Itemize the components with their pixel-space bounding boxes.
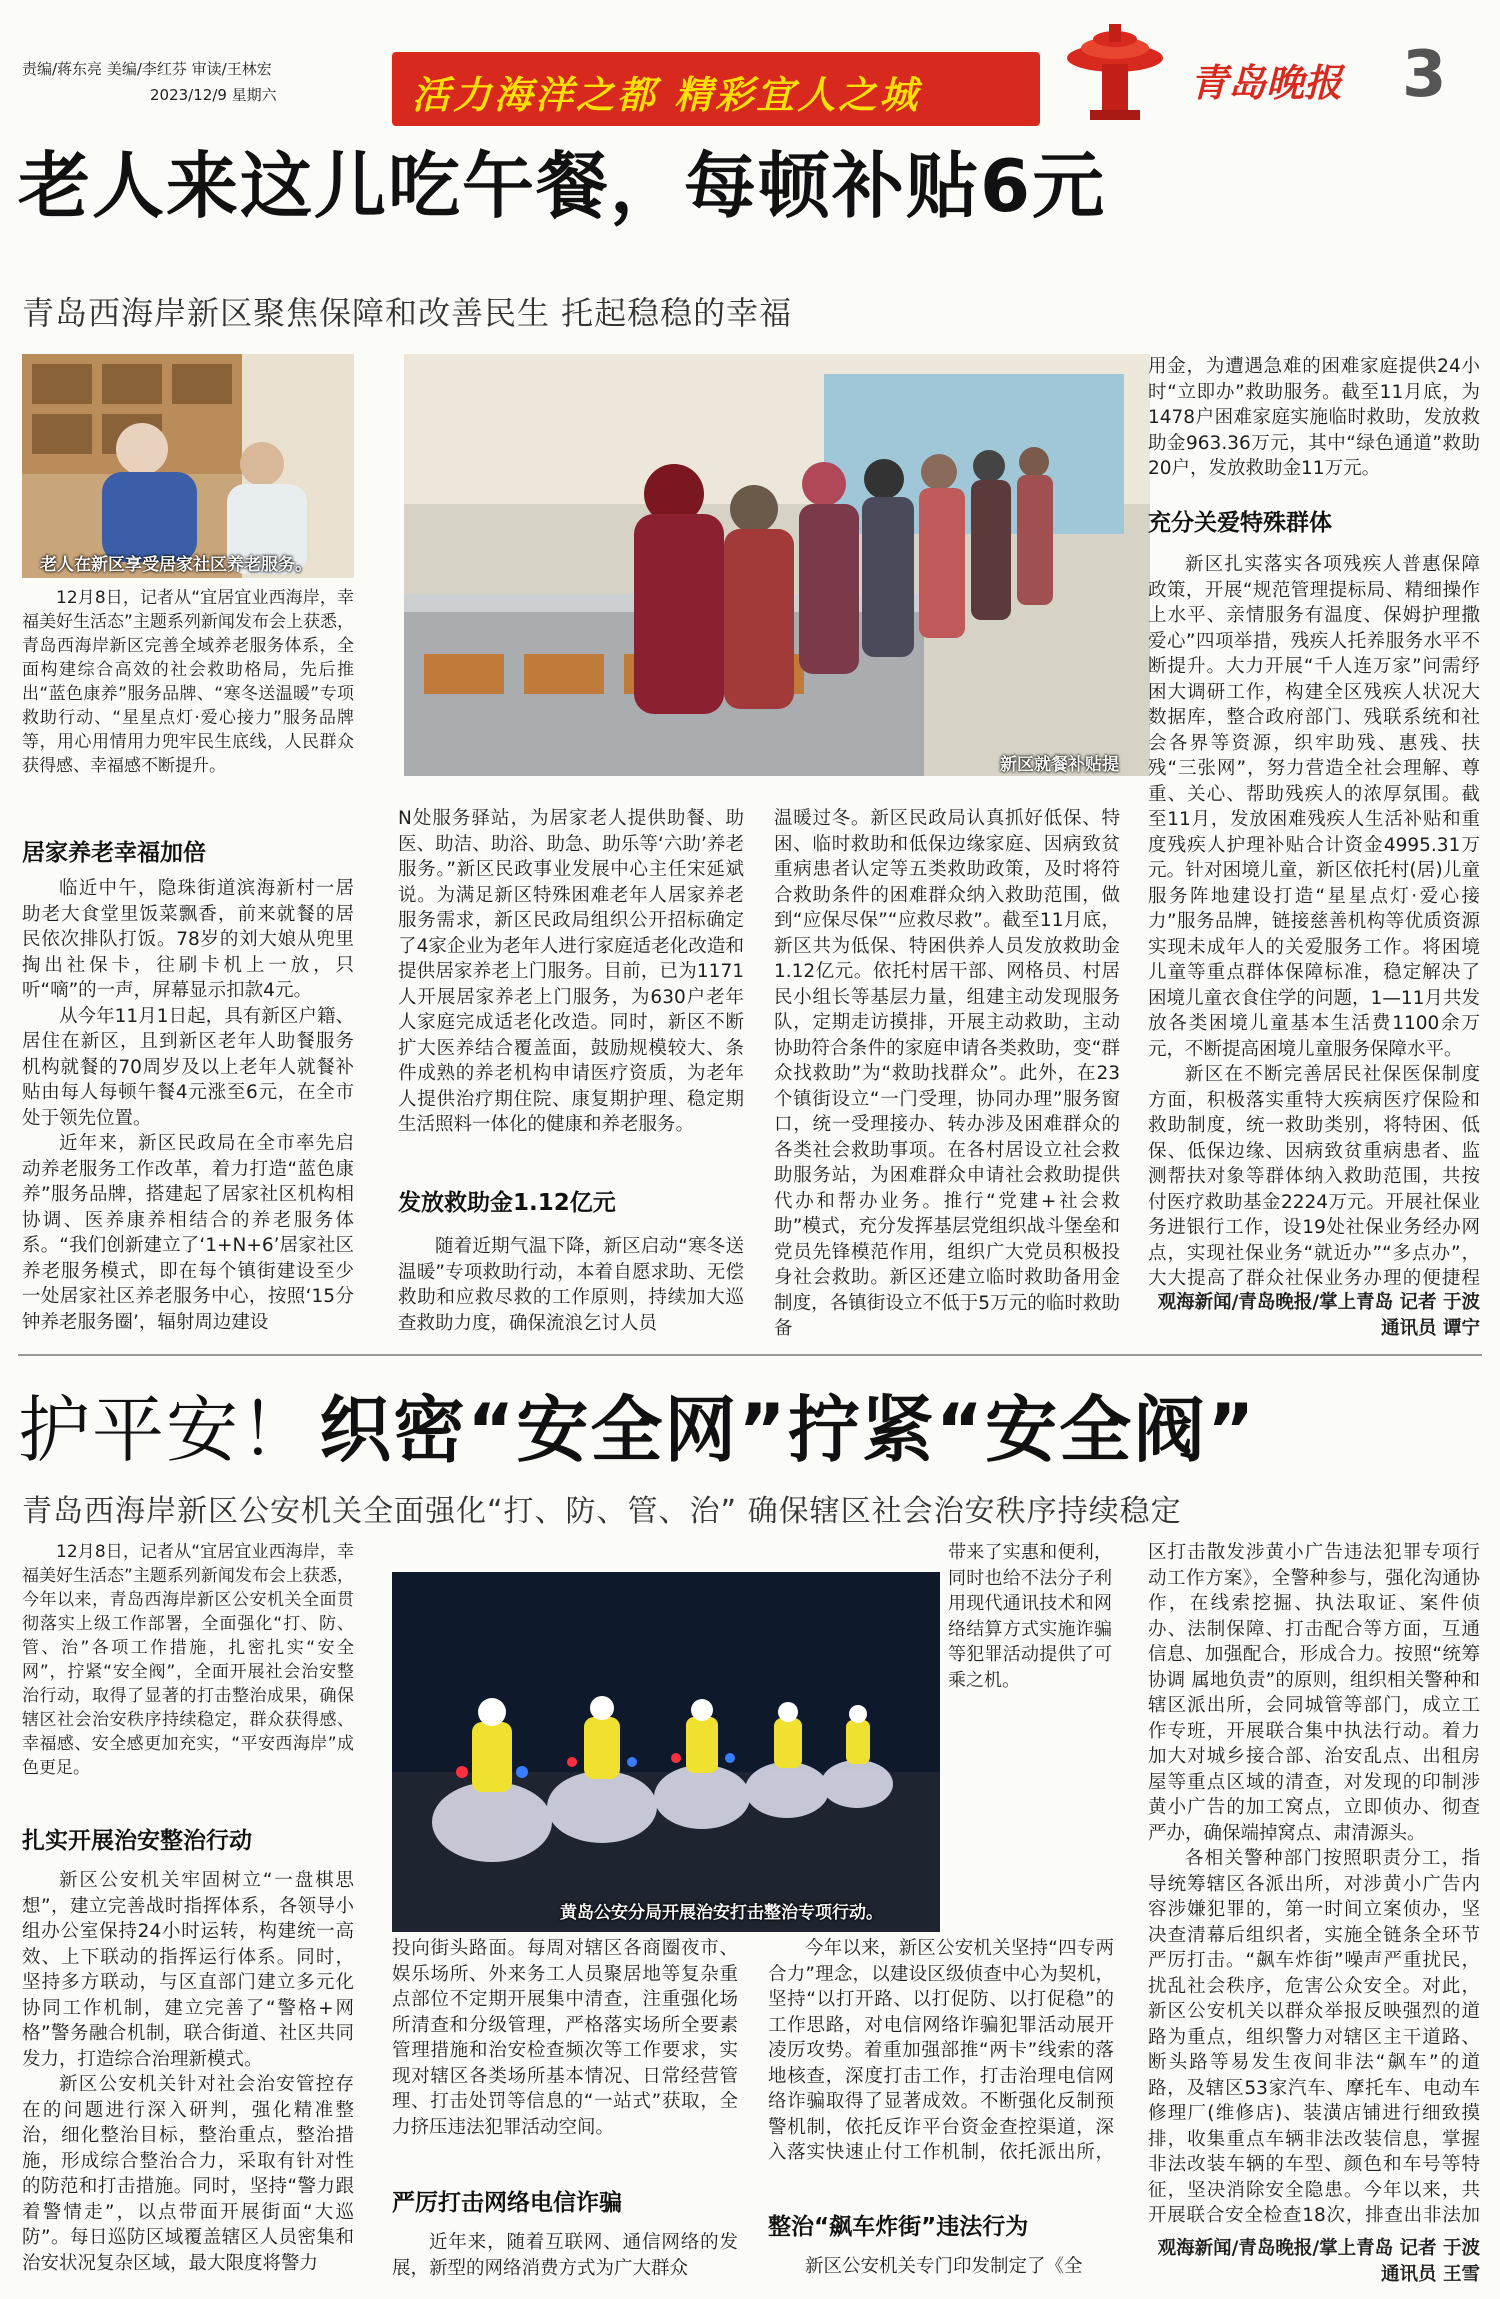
story1-col1-p1: 临近中午，隐珠街道滨海新村一居助老大食堂里饭菜飘香，前来就餐的居民依次排队打饭。78岁的刘大娘从兜里掏出社保卡，往刷卡机上一放，只听“嘀”的一声，屏幕显示扣款4元。 — [22, 878, 354, 1001]
story2-col3-p1: 今年以来，新区公安机关坚持“四专两合力”理念，以建设区级侦查中心为契机，坚持“以打开路、以打促防、以打促稳”的工作思路，对电信网络诈骗犯罪活动展开凌厉攻势。着重加强部推“两卡”线索的落地核查，深度打击工作，打击治理电信网络诈骗取得了显著成效。不断强化反制预警机制，依托反诈平台资金查控渠道，深入落实快速止付工作机制，依托派出所， — [768, 1938, 1114, 2163]
story2-lead-text: 12月8日，记者从“宜居宜业西海岸，幸福美好生活态”主题系列新闻发布会上获悉，今年以来，青岛西海岸新区公安机关全面贯彻落实上级工作部署，全面强化“打、防、管、治”各项工作措施，扎密扎实“安全网”，拧紧“安全阀”，全面开展社会治安整治行动，取得了显著的打击整治成果，确保辖区社会治安秩序持续稳定，群众获得感、幸福感、安全感更加充实，“平安西海岸”成色更足。 — [22, 1542, 354, 1778]
story2-col3-top-text: 带来了实惠和便利，同时也给不法分子利用现代通讯技术和网络结算方式实施诈骗等犯罪活动提供了可乘之机。 — [948, 1542, 1112, 1691]
story2-subhead: 青岛西海岸新区公安机关全面强化“打、防、管、治” 确保辖区社会治安秩序持续稳定 — [22, 1494, 1182, 1529]
slogan-text: 活力海洋之都 精彩宜人之城 — [412, 73, 921, 117]
story2-byline: 观海新闻/青岛晚报/掌上青岛 记者 于波 通讯员 王雪 — [1157, 2238, 1480, 2285]
staff-credits: 责编/蒋东亮 美编/李红芬 审读/王林宏 — [22, 60, 272, 78]
story1-col4-p1: 用金，为遭遇急难的困难家庭提供24小时“立即办”救助服务。截至11月底，为1478户困难家庭实施临时救助，发放救助金963.36万元，其中“绿色通道”救助20户，发放救助金11万元。 — [1148, 356, 1480, 479]
story1-byline: 观海新闻/青岛晚报/掌上青岛 记者 于波 通讯员 谭宁 — [1157, 1292, 1480, 1339]
story1-headline: 老人来这儿吃午餐，每顿补贴6元 — [18, 144, 1107, 228]
story1-subhead: 青岛西海岸新区聚焦保障和改善民生 托起稳稳的幸福 — [22, 294, 793, 332]
story2-col3b — [768, 2254, 1114, 2288]
photo1-caption: 老人在新区享受居家社区养老服务。 — [40, 555, 312, 575]
story-divider — [18, 1354, 1482, 1356]
story1-col4-p3: 新区在不断完善居民社保医保制度方面，积极落实重特大疾病医疗保险和救助制度，统一救助类别，将特困、低保、低保边缘、因病致贫重病患者、监测帮扶对象等群体纳入救助范围，共按付医疗救助基金2224万元。开展社保业务进银行工作，设19处社保业务经办网点，实现社保业务“就近办”“多点办”，大大提高了群众社保业务办理的便捷程 — [1148, 1064, 1480, 1288]
story1-section2-title: 发放救助金1.12亿元 — [398, 1190, 616, 1216]
story1-col1 — [22, 876, 354, 1336]
story1-col4-p2: 新区扎实落实各项残疾人普惠保障政策，开展“规范管理提标局、精细操作上水平、亲情服务有温度、保姆护理撒爱心”四项举措，残疾人托养服务水平不断提升。大力开展“千人连万家”问需纾困大调研工作，构建全区残疾人状况大数据库，整合政府部门、残联系统和社会各界等资源，织牢助残、惠残、扶残“三张网”，努力营造全社会理解、尊重、关心、帮助残疾人的浓厚氛围。截至11月，发放困难残疾人生活补贴和重度残疾人护理补贴合计资金4995.31万元。针对困境儿童，新区依托村(居)儿童服务阵地建设打造“星星点灯·爱心接力”服务品牌，链接慈善机构等优质资源实现未成年人的关爱服务工作。将困境儿童等重点群体保障标准，稳定解决了困境儿童衣食住学的问题，1—11月共发放各类困境儿童基本生活费1100余万元，不断提高困境儿童服务保障水平。 — [1148, 554, 1480, 1060]
story1-col4 — [1148, 354, 1480, 482]
story2-section1-title: 扎实开展治安整治行动 — [22, 1828, 252, 1854]
story2-col1-p1: 新区公安机关牢固树立“一盘棋思想”，建立完善战时指挥体系，各领导小组办公室保持24小时运转，构建统一高效、上下联动的指挥运行体系。同时，坚持多方联动，与区直部门建立多元化协同工作机制，建立完善了“警格+网格”警务融合机制，联合街道、社区共同发力，打造综合治理新模式。 — [22, 1870, 354, 2070]
story1-lead — [22, 586, 354, 778]
story2-headline-a: 护平安！ — [18, 1388, 315, 1472]
story2-col4-p1: 区打击散发涉黄小广告违法犯罪专项行动工作方案》，全警种参与，强化沟通协作，在线索挖掘、执法取证、案件侦办、法制保障、打击配合等方面，互通信息、加强配合，形成合力。按照“统筹协调 属地负责”的原则，组织相关警种和辖区派出所，会同城管等部门，成立工作专班，开展联合集中执法行动。着力加大对城乡接合部、治安乱点、出租房屋等重点区域的清查，对发现的印制涉黄小广告的加工窝点，立即侦办、彻查严办，确保端掉窝点、肃清源头。 — [1148, 1542, 1480, 1844]
story1-section3-title: 充分关爱特殊群体 — [1148, 510, 1332, 536]
issue-date: 2023/12/9 星期六 — [150, 86, 277, 104]
story2-col1-p2: 新区公安机关针对社会治安管控存在的问题进行深入研判，强化精准整治，细化整治目标，整治重点，整治措施，形成综合整治合力，采取有针对性的防范和打击措施。同时，坚持“警力跟着警情走”，以点带面开展街面“大巡防”。每日巡防区域覆盖辖区人员密集和治安状况复杂区域，最大限度将警力 — [22, 2074, 354, 2274]
story1-photo-dining — [404, 354, 1150, 776]
paper-name-logo: 青岛晚报 — [1190, 60, 1343, 105]
story2-col3-p2: 新区公安机关专门印发制定了《全 — [805, 2256, 1083, 2277]
story1-col3-p1: 温暖过冬。新区民政局认真抓好低保、特困、临时救助和低保边缘家庭、因病致贫重病患者认定等五类救助政策，及时将符合救助条件的困难群众纳入救助范围，做到“应保尽保”“应救尽救”。截至11月底，新区共为低保、特困供养人员发放救助金1.12亿元。依托村居干部、网格员、村居民小组长等基层力量，组建主动发现服务队，定期走访摸排，开展主动救助，主动协助符合条件的家庭申请各类救助，变“群众找救助”为“救助找群众”。此外，在23个镇街设立“一门受理，协同办理”服务窗口，统一受理接办、转办涉及困难群众的各类社会救助事项。在各村居设立社会救助服务站，为困难群众申请社会救助提供代办和帮办业务。推行“党建+社会救助”模式，充分发挥基层党组织战斗堡垒和党员先锋模范作用，组织广大党员积极投身社会救助。新区还建立临时救助备用金制度，各镇街设立不低于5万元的临时救助备 — [774, 808, 1120, 1338]
story2-lead — [22, 1540, 354, 1780]
story2-col2-p1: 投向街头路面。每周对辖区各商圈夜市、娱乐场所、外来务工人员聚居地等复杂重点部位不定期开展集中清查，注重强化场所清查和分级管理，严格落实场所全要素管理措施和治安检查频次等工作要求，实现对辖区各类场所基本情况、日常经营管理、打击处罚等信息的“一站式”获取，全力挤压违法犯罪活动空间。 — [392, 1938, 738, 2138]
story1-section1-title: 居家养老幸福加倍 — [22, 840, 206, 866]
story2-col3-top — [948, 1540, 1112, 1932]
story2-col4 — [1148, 1540, 1480, 2230]
photo2-caption: 新区就餐补贴提 — [1000, 755, 1119, 775]
story1-col1-p3: 近年来，新区民政局在全市率先启动养老服务工作改革，着力打造“蓝色康养”服务品牌，搭建起了居家社区机构相协调、医养康养相结合的养老服务体系。“我们创新建立了‘1+N+6’居家社区养老服务模式，即在每个镇街建设至少一处居家社区养老服务中心，按照‘15分钟养老服务圈’，辐射周边建设 — [22, 1133, 354, 1333]
story2-photo-police — [392, 1572, 940, 1932]
story2-col1 — [22, 1868, 354, 2288]
story2-section3-title: 整治“飙车炸街”违法行为 — [768, 2214, 1029, 2240]
story2-col2b — [392, 2230, 738, 2286]
story1-col2-p2: 随着近期气温下降，新区启动“寒冬送温暖”专项救助行动，本着自愿求助、无偿救助和应救尽救的工作原则，持续加大巡查救助力度，确保流浪乞讨人员 — [398, 1236, 744, 1334]
story1-lead-text: 12月8日，记者从“宜居宜业西海岸，幸福美好生活态”主题系列新闻发布会上获悉，青岛西海岸新区完善全域养老服务体系，全面构建综合高效的社会救助格局，先后推出“蓝色康养”服务品牌、“寒冬送温暖”专项救助行动、“星星点灯·爱心接力”服务品牌等，用心用情用力兜牢民生底线，人民群众获得感、幸福感不断提升。 — [22, 588, 354, 776]
story1-col4b — [1148, 552, 1480, 1288]
story2-col2-p2: 近年来，随着互联网、通信网络的发展，新型的网络消费方式为广大群众 — [392, 2232, 738, 2279]
story1-col2-p1: N处服务驿站，为居家老人提供助餐、助医、助洁、助浴、助急、助乐等‘六助’养老服务。”新区民政事业发展中心主任宋延斌说。为满足新区特殊困难老年人居家养老服务需求，新区民政局组织公开招标确定了4家企业为老年人进行家庭适老化改造和提供居家养老上门服务。目前，已为1171人开展居家养老上门服务，为630户老年人家庭完成适老化改造。同时，新区不断扩大医养结合覆盖面，鼓励规模较大、条件成熟的养老机构申请医疗资质，为老年人提供治疗期住院、康复期护理、稳定期生活照料一体化的健康和养老服务。 — [398, 808, 744, 1135]
page-number: 3 — [1402, 38, 1447, 112]
story1-photo-elderly — [22, 354, 354, 578]
story1-col2b — [398, 1234, 744, 1338]
story2-headline-b: 织密“安全网”拧紧“安全阀” — [319, 1388, 1257, 1472]
story2-col4-p2: 各相关警种部门按照职责分工，指导统筹辖区各派出所，对涉黄小广告内容涉嫌犯罪的，第一时间立案侦办，坚决查清幕后组织者，实施全链条全环节严厉打击。“飙车炸街”噪声严重扰民，扰乱社会秩序，危害公众安全。对此，新区公安机关以群众举报反映强烈的道路为重点，组织警力对辖区主干道路、断头路等易发生夜间非法“飙车”的道路，及辖区53家汽车、摩托车、电动车修理厂(维修店)、装潢店铺进行细致摸排，收集重点车辆非法改装信息，掌握非法改装车辆的车型、颜色和车号等特征，坚决消除安全隐患。今年以来，共开展联合安全检查18次，排查出非法加 — [1148, 1848, 1480, 2226]
story2-photo-caption: 黄岛公安分局开展治安打击整治专项行动。 — [560, 1903, 883, 1923]
story2-headline — [18, 1372, 1256, 1476]
story1-col1-p2: 从今年11月1日起，具有新区户籍、居住在新区，且到新区老年人助餐服务机构就餐的70周岁及以上老年人就餐补贴由每人每顿午餐4元涨至6元，在全市处于领先位置。 — [22, 1005, 354, 1129]
tower-logo-icon — [1060, 18, 1170, 128]
story1-col2 — [398, 806, 744, 1166]
story2-col2 — [392, 1936, 738, 2168]
story1-col3 — [774, 806, 1120, 1338]
story2-section2-title: 严厉打击网络电信诈骗 — [392, 2190, 622, 2216]
story2-col3 — [768, 1936, 1114, 2168]
